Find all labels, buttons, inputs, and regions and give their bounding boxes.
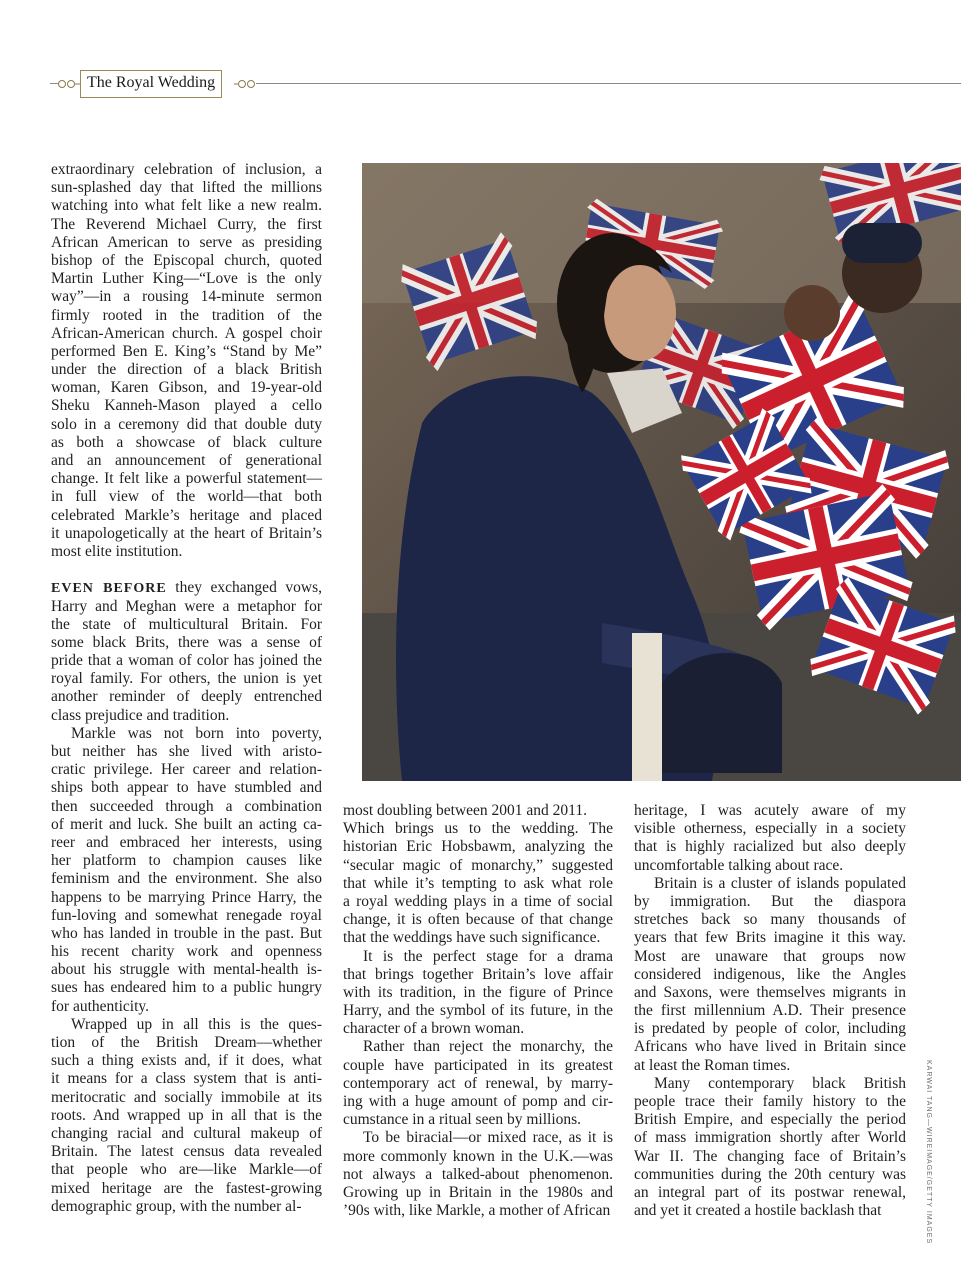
text-line: roots. And wrapped up in all that is the [51, 1106, 322, 1124]
text-line: uncomfortable talking about race. [634, 856, 844, 874]
text-line: more commonly known in the U.K.—was [343, 1147, 613, 1165]
article-photo [362, 163, 961, 781]
text-line: that brings together Britain’s love affair [343, 965, 613, 983]
text-line: contemporary act of renewal, by marry- [343, 1074, 613, 1092]
text-line: Africans who have lived in Britain since [634, 1038, 906, 1056]
text-line: pride that a woman of color has joined the [51, 652, 322, 670]
text-line: by immigration. But the diaspora [634, 892, 906, 910]
text-line: Martin Luther King—“Love is the only [51, 270, 322, 288]
text-line: some black Brits, there was a sense of [51, 633, 322, 651]
text-line: his recent charity work and openness [51, 943, 322, 961]
text-line: performed Ben E. King’s “Stand by Me” [51, 342, 322, 360]
text-line: about his struggle with mental-health is- [51, 961, 322, 979]
text-line: a royal wedding plays in a time of social [343, 892, 613, 910]
text-line: visible otherness, especially in a society [634, 820, 906, 838]
text-line: is predated by people of color, including [634, 1020, 906, 1038]
text-line: War II. The changing face of Britain’s [634, 1147, 906, 1165]
text-line: change. It felt like a powerful statement— [51, 470, 322, 488]
text-line: cumstance in a ritual seen by millions. [343, 1111, 582, 1129]
text-line: meritocratic and socially immobile at its [51, 1088, 322, 1106]
text-line: feminism and the environment. She also [51, 870, 322, 888]
text-line: ’90s with, like Markle, a mother of African [343, 1202, 611, 1220]
text-line: ships both appear to have stumbled and [51, 779, 322, 797]
text-line: as both a showcase of black culture [51, 433, 322, 451]
text-line: Many contemporary black British [654, 1074, 906, 1092]
text-line: of mass immigration shortly after World [634, 1129, 906, 1147]
text-line: watching into what felt like a new realm. [51, 197, 322, 215]
text-line: Wrapped up in all this is the ques- [71, 1015, 322, 1033]
text-line: historian Eric Hobsbawm, analyzing the [343, 838, 613, 856]
text-line: royal family. For others, the union is yet [51, 670, 322, 688]
text-line: happens to be marrying Prince Harry, the [51, 888, 322, 906]
text-line: Harry, and the symbol of its future, in the [343, 1002, 613, 1020]
column-1 [51, 161, 322, 1216]
text-line: considered indigenous, like the Angles [634, 965, 906, 983]
text-line: that while it’s tempting to ask what role [343, 874, 613, 892]
text-line: celebrated Markle’s heritage and placed [51, 506, 322, 524]
text-line: mixed heritage are the fastest-growing [51, 1179, 322, 1197]
text-line: at least the Roman times. [634, 1056, 791, 1074]
text-line: most elite institution. [51, 542, 183, 560]
text-line: Growing up in Britain in the 1980s and [343, 1183, 613, 1201]
lead-in-rest: they exchanged vows, [166, 579, 323, 597]
text-line: African-American church. A gospel choir [51, 324, 322, 342]
text-line: and an announcement of generational [51, 452, 322, 469]
text-line: character of a brown woman. [343, 1020, 525, 1038]
ornament-right-icon [234, 78, 258, 90]
text-line: couple have participated in its greatest [343, 1056, 613, 1074]
text-line: fun-loving and somewhat renegade royal [51, 906, 322, 924]
text-line: firmly rooted in the tradition of the [51, 306, 322, 324]
text-line: demographic group, with the number al- [51, 1197, 302, 1215]
column-2 [343, 802, 613, 1220]
text-line: To be biracial—or mixed race, as it is [363, 1129, 613, 1147]
text-line: for authenticity. [51, 997, 149, 1015]
lead-in: EVEN BEFORE [51, 581, 167, 597]
text-line: but neither has she lived with aristo- [51, 743, 322, 760]
text-line: years that few Brits imagine it this way. [634, 929, 906, 947]
text-line: Most are unaware that groups now [634, 947, 906, 965]
text-line: extraordinary celebration of inclusion, a [51, 161, 322, 178]
text-line: an integral part of its postwar renewal, [634, 1183, 906, 1201]
text-line: sun-splashed day that lifted the millions [51, 179, 322, 197]
text-line: the state of multicultural Britain. For [51, 615, 322, 633]
photo-flags-icon [362, 163, 961, 781]
text-line: woman, Karen Gibson, and 19-year-old [51, 379, 322, 397]
text-line: British Empire, and especially the period [634, 1111, 906, 1129]
text-line: it unapologetically at the heart of Britain’s [51, 524, 322, 542]
text-line: class prejudice and tradition. [51, 706, 230, 724]
text-line: with its tradition, in the figure of Prince [343, 983, 613, 1001]
text-line: under the direction of a black British [51, 361, 322, 379]
text-line: people trace their family history to the [634, 1093, 906, 1110]
text-line: another reminder of deeply entrenched [51, 688, 322, 706]
text-line: that people who are—like Markle—of [51, 1161, 322, 1179]
text-line: cratic privilege. Her career and relation- [51, 761, 322, 779]
text-line: of merit and luck. She built an acting ca- [51, 815, 322, 833]
text-line: not always a talked-about phenomenon. [343, 1165, 613, 1183]
text-line: Rather than reject the monarchy, the [363, 1038, 613, 1056]
text-line: then succeeded through a combination [51, 797, 322, 815]
text-line: stretches back so many thousands of [634, 911, 906, 929]
text-line: reer and embraced her interests, using [51, 833, 322, 851]
text-line: and yet it created a hostile backlash that [634, 1202, 882, 1220]
text-line: Britain is a cluster of islands populated [654, 874, 906, 892]
text-line: sues has endeared him to a public hungry [51, 979, 322, 997]
text-line: tion of the British Dream—whether [51, 1034, 322, 1051]
text-line: communities during the 20th century was [634, 1165, 906, 1183]
text-line: the first millennium A.D. Their presence [634, 1002, 906, 1020]
text-line: Britain. The latest census data revealed [51, 1143, 322, 1161]
text-line: such a thing exists and, if it does, what [51, 1052, 322, 1070]
text-line: that is highly racialized but also deeply [634, 838, 906, 856]
text-line: way”—in a rousing 14-minute sermon [51, 288, 322, 306]
column-3 [634, 802, 906, 1220]
text-line: African American to serve as presiding [51, 233, 322, 251]
text-line: ing with a huge amount of pomp and cir- [343, 1093, 613, 1110]
text-line: in full view of the world—that both [51, 488, 322, 506]
text-line: “secular magic of monarchy,” suggested [343, 856, 613, 874]
text-line: bishop of the Episcopal church, quoted [51, 251, 322, 269]
text-line: that the weddings have such significance. [343, 929, 601, 947]
ornament-left-icon [56, 78, 80, 90]
column-1-lead-line [51, 579, 322, 597]
text-line: It is the perfect stage for a drama [363, 947, 613, 965]
section-title: The Royal Wedding [80, 70, 222, 98]
text-line: and Saxons, were themselves migrants in [634, 983, 906, 1001]
text-line: heritage, I was acutely aware of my [634, 802, 906, 819]
header-rule [256, 83, 961, 84]
photo-credit: KARWAI TANG—WIREIMAGE/GETTY IMAGES [925, 1060, 932, 1245]
text-line: it means for a class system that is anti- [51, 1070, 322, 1088]
text-line: Sheku Kanneh-Mason played a cello [51, 397, 322, 415]
text-line: who has landed in trouble in the past. But [51, 924, 322, 942]
text-line: change, it is often because of that change [343, 911, 613, 929]
text-line: her platform to champion causes like [51, 852, 322, 870]
text-line: changing racial and cultural makeup of [51, 1124, 322, 1142]
text-line: Which brings us to the wedding. The [343, 820, 613, 838]
text-line: The Reverend Michael Curry, the first [51, 215, 322, 233]
text-line: solo in a ceremony did that double duty [51, 415, 322, 433]
text-line: most doubling between 2001 and 2011. [343, 802, 587, 819]
text-line: Harry and Meghan were a metaphor for [51, 597, 322, 615]
text-line: Markle was not born into poverty, [71, 724, 322, 742]
